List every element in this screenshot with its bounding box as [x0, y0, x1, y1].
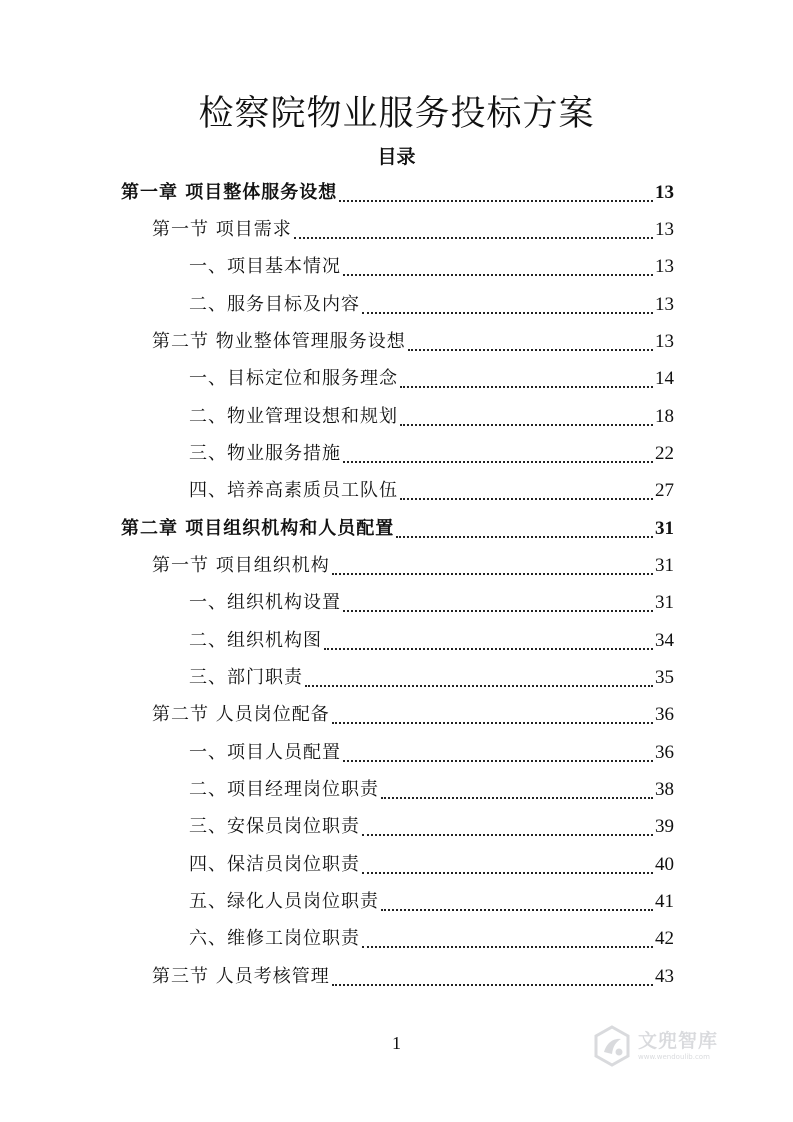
toc-entry[interactable]	[121, 176, 674, 210]
toc-entry-page: 18	[655, 406, 674, 427]
toc-entry-page: 13	[655, 219, 674, 240]
page-number: 1	[392, 1033, 401, 1053]
toc-dot-leader	[330, 698, 655, 732]
toc-entry-page: 13	[655, 294, 674, 315]
toc-dot-leader	[360, 810, 655, 844]
toc-entry[interactable]	[189, 661, 674, 695]
toc-dot-leader	[330, 549, 655, 583]
toc-entry-label: 一、组织机构设置	[189, 592, 341, 613]
toc-entry-page: 31	[655, 518, 674, 539]
toc-entry[interactable]	[189, 922, 674, 956]
wendou-logo-icon	[590, 1024, 634, 1068]
toc-entry[interactable]	[189, 250, 674, 284]
toc-entry[interactable]	[152, 325, 674, 359]
toc-entry-page: 13	[655, 256, 674, 277]
toc-entry-page: 31	[655, 592, 674, 613]
toc-entry[interactable]	[189, 400, 674, 434]
watermark-url: www.wendoulib.com	[638, 1053, 710, 1061]
toc-entry-label: 二、物业管理设想和规划	[189, 406, 398, 427]
toc-entry[interactable]	[152, 698, 674, 732]
toc-entry[interactable]	[189, 773, 674, 807]
toc-dot-leader	[330, 960, 655, 994]
toc-entry-label: 四、培养高素质员工队伍	[189, 480, 398, 501]
toc-dot-leader	[398, 400, 655, 434]
toc-entry-page: 27	[655, 480, 674, 501]
toc-entry-label: 二、服务目标及内容	[189, 294, 360, 315]
document-title: 检察院物业服务投标方案	[198, 94, 595, 134]
toc-entry-page: 13	[655, 182, 674, 203]
toc-entry-label: 二、项目经理岗位职责	[189, 779, 379, 800]
toc-entry-label: 第三节 人员考核管理	[152, 966, 330, 987]
toc-entry[interactable]	[189, 474, 674, 508]
toc-entry-label: 第一节 项目需求	[152, 219, 292, 240]
watermark-name: 文兜智库	[638, 1030, 719, 1052]
toc-entry-page: 31	[655, 555, 674, 576]
toc-dot-leader	[398, 362, 655, 396]
toc-entry-page: 38	[655, 779, 674, 800]
toc-entry-label: 五、绿化人员岗位职责	[189, 891, 379, 912]
toc-dot-leader	[341, 250, 655, 284]
toc-dot-leader	[322, 624, 655, 658]
toc-entry-label: 第二节 物业整体管理服务设想	[152, 331, 406, 352]
toc-entry-label: 三、安保员岗位职责	[189, 816, 360, 837]
toc-entry-label: 第二章 项目组织机构和人员配置	[121, 518, 395, 539]
toc-entry-label: 一、项目人员配置	[189, 742, 341, 763]
toc-entry[interactable]	[189, 362, 674, 396]
toc-dot-leader	[379, 773, 655, 807]
toc-entry[interactable]	[121, 512, 674, 546]
toc-entry[interactable]	[152, 960, 674, 994]
toc-entry-page: 35	[655, 667, 674, 688]
toc-entry-page: 13	[655, 331, 674, 352]
toc-entry[interactable]	[189, 736, 674, 770]
toc-dot-leader	[360, 288, 655, 322]
toc-entry[interactable]	[189, 885, 674, 919]
toc-entry-page: 40	[655, 854, 674, 875]
toc-entry-page: 22	[655, 443, 674, 464]
toc-entry-page: 34	[655, 630, 674, 651]
toc-heading: 目录	[377, 146, 416, 168]
toc-dot-leader	[303, 661, 655, 695]
toc-dot-leader	[379, 885, 655, 919]
toc-entry-page: 41	[655, 891, 674, 912]
toc-dot-leader	[341, 437, 655, 471]
toc-entry[interactable]	[152, 549, 674, 583]
toc-entry[interactable]	[189, 586, 674, 620]
toc-entry[interactable]	[189, 288, 674, 322]
toc-dot-leader	[360, 922, 655, 956]
toc-entry-page: 42	[655, 928, 674, 949]
toc-dot-leader	[341, 736, 655, 770]
toc-entry-label: 三、部门职责	[189, 667, 303, 688]
toc-dot-leader	[394, 512, 655, 546]
toc-entry[interactable]	[189, 848, 674, 882]
toc-entry-page: 14	[655, 368, 674, 389]
toc-dot-leader	[398, 474, 655, 508]
toc-dot-leader	[337, 176, 655, 210]
toc-entry[interactable]	[189, 624, 674, 658]
toc-entry-page: 36	[655, 742, 674, 763]
toc-entry-page: 39	[655, 816, 674, 837]
toc-entry-label: 四、保洁员岗位职责	[189, 854, 360, 875]
toc-entry-label: 二、组织机构图	[189, 630, 322, 651]
toc-dot-leader	[292, 213, 655, 247]
toc-entry-label: 三、物业服务措施	[189, 443, 341, 464]
toc-entry-label: 一、项目基本情况	[189, 256, 341, 277]
toc-dot-leader	[360, 848, 655, 882]
toc-entry-label: 六、维修工岗位职责	[189, 928, 360, 949]
watermark	[590, 1022, 750, 1070]
toc-dot-leader	[406, 325, 655, 359]
toc-entry-label: 第二节 人员岗位配备	[152, 704, 330, 725]
toc-entry[interactable]	[189, 810, 674, 844]
toc-entry-label: 一、目标定位和服务理念	[189, 368, 398, 389]
toc-entry[interactable]	[152, 213, 674, 247]
toc-entry-label: 第一章 项目整体服务设想	[121, 182, 338, 203]
toc-dot-leader	[341, 586, 655, 620]
toc-entry-label: 第一节 项目组织机构	[152, 555, 330, 576]
toc-entry[interactable]	[189, 437, 674, 471]
toc-entry-page: 43	[655, 966, 674, 987]
watermark-text	[638, 1030, 718, 1062]
toc-entry-page: 36	[655, 704, 674, 725]
